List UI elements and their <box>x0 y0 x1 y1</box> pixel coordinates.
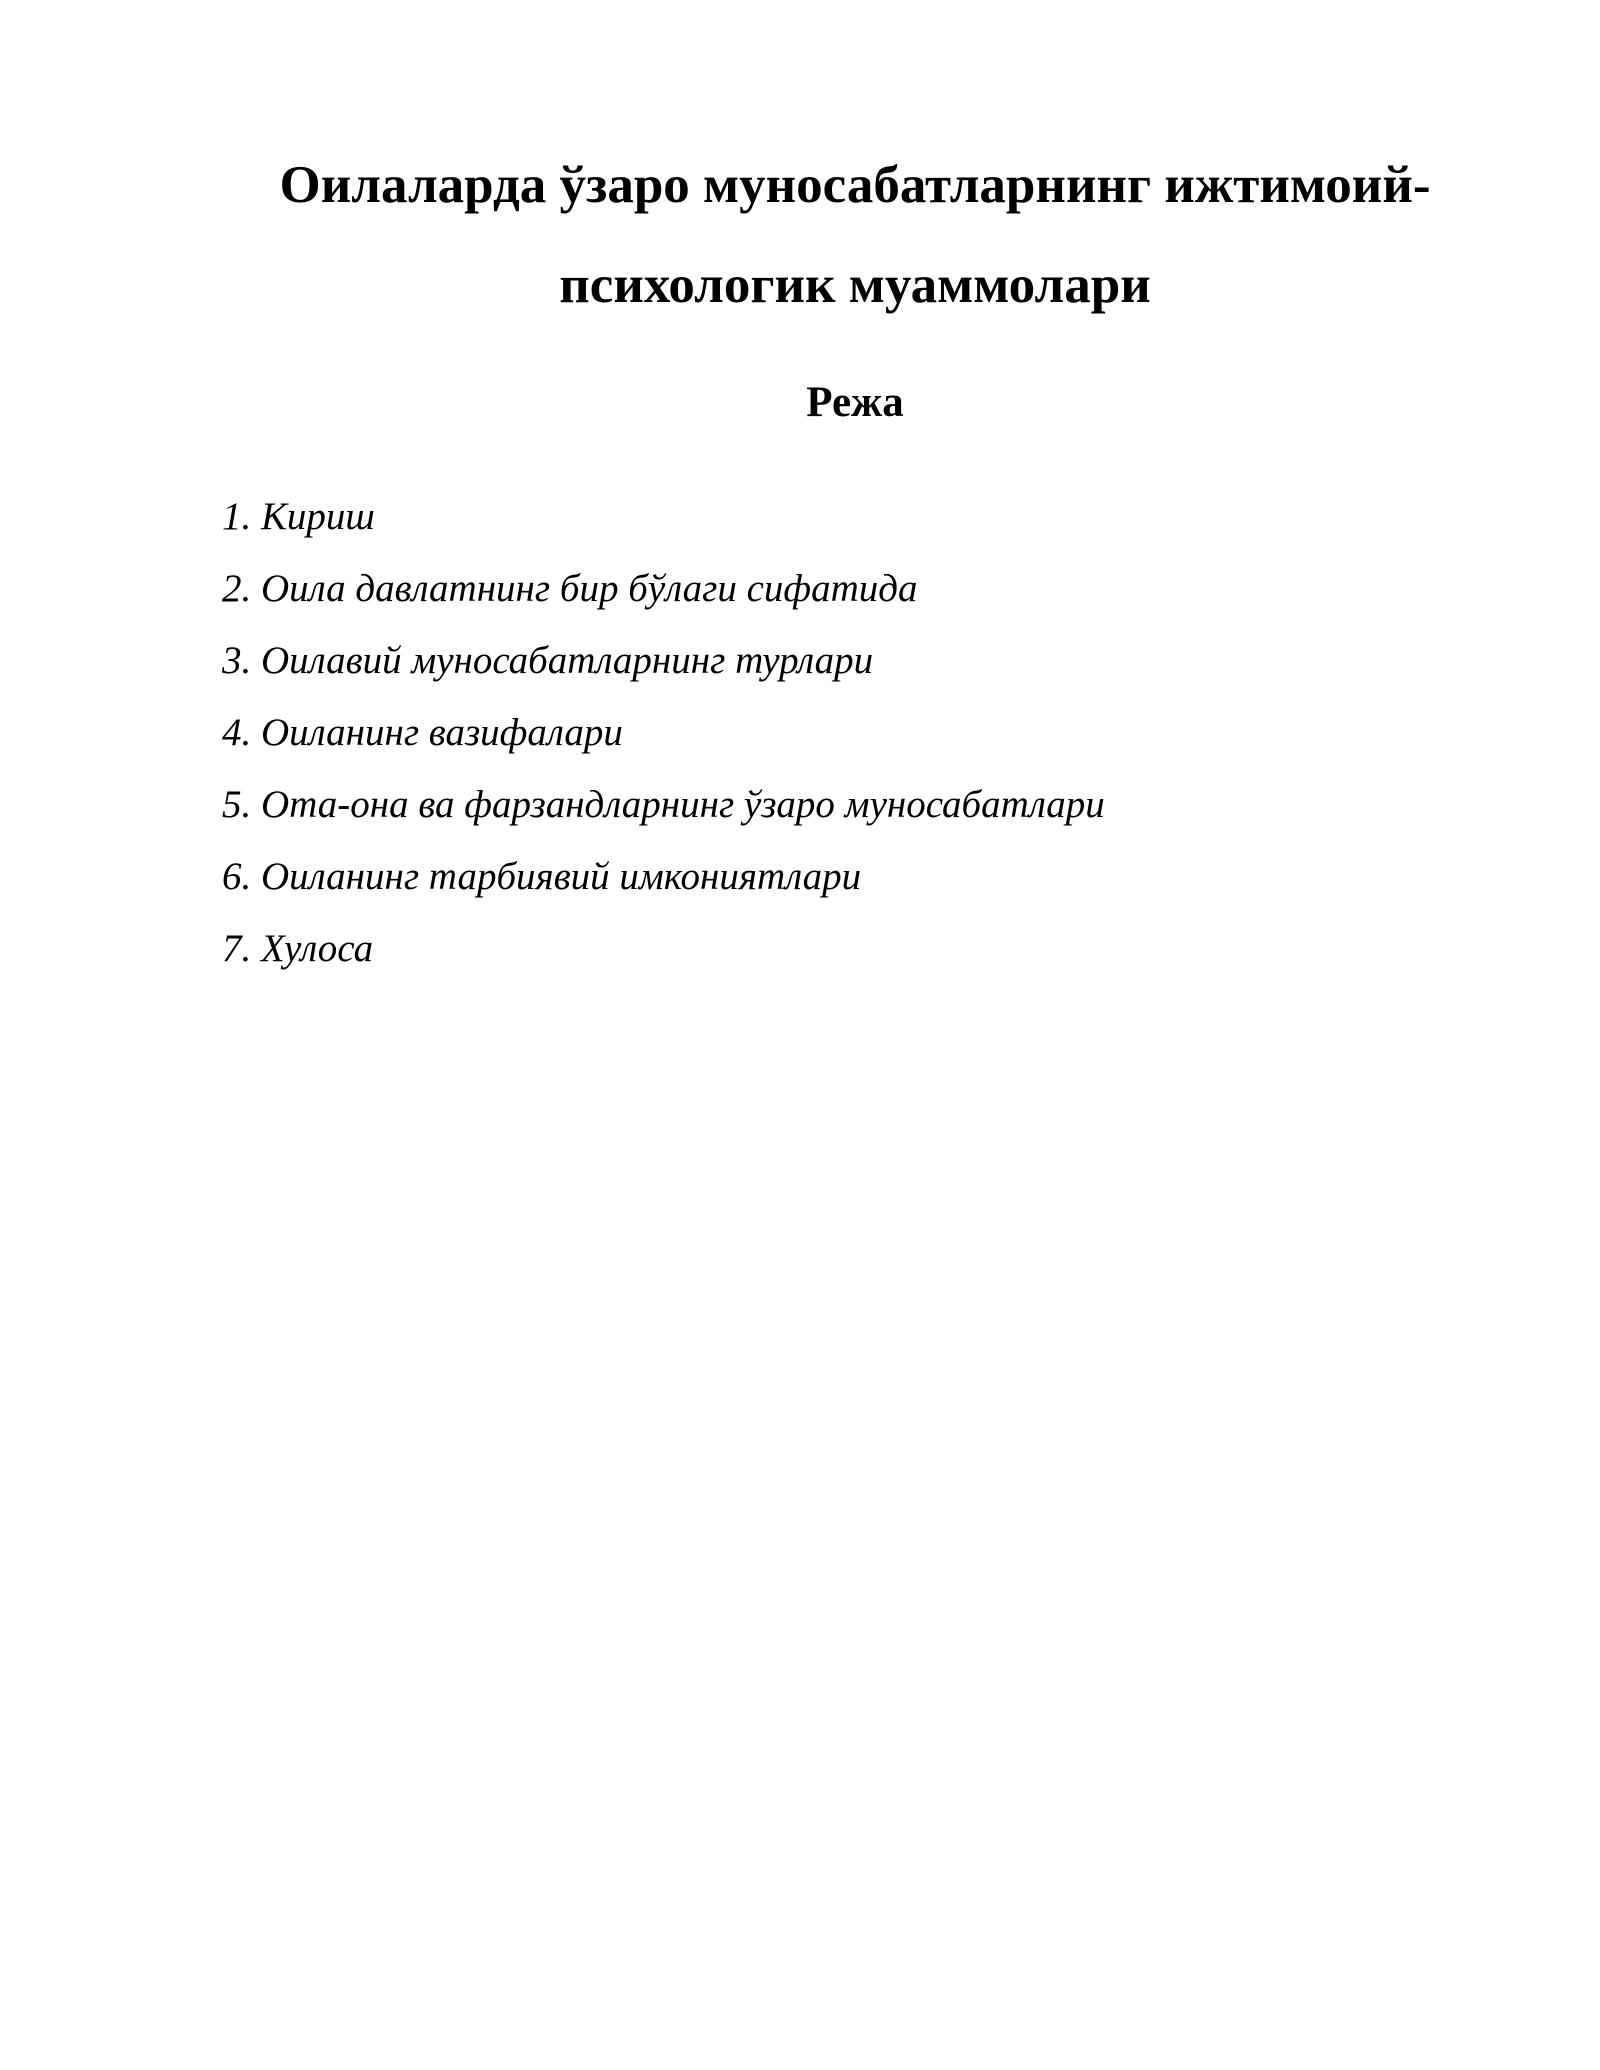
plan-heading: Режа <box>806 379 904 426</box>
plan-item-parent-child-relations: 5. Ота-она ва фарзандларнинг ўзаро муносабатлари <box>222 783 1105 826</box>
plan-item-family-as-state-part: 2. Оила давлатнинг бир бўлаги сифатида <box>222 567 918 610</box>
title-line-2: психологик муаммолари <box>559 256 1151 314</box>
plan-item-family-functions: 4. Оиланинг вазифалари <box>222 711 623 754</box>
plan-item-family-relation-types: 3. Оилавий муносабатларнинг турлари <box>222 639 874 682</box>
plan-item-conclusion: 7. Хулоса <box>222 927 374 970</box>
plan-list <box>222 481 1105 985</box>
plan-item-educational-opportunities: 6. Оиланинг тарбиявий имкониятлари <box>222 855 862 898</box>
plan-item-introduction: 1. Кириш <box>222 495 375 538</box>
title-line-1: Оилаларда ўзаро муносабатларнинг ижтимоий- <box>279 156 1431 214</box>
document-title <box>205 135 1505 335</box>
